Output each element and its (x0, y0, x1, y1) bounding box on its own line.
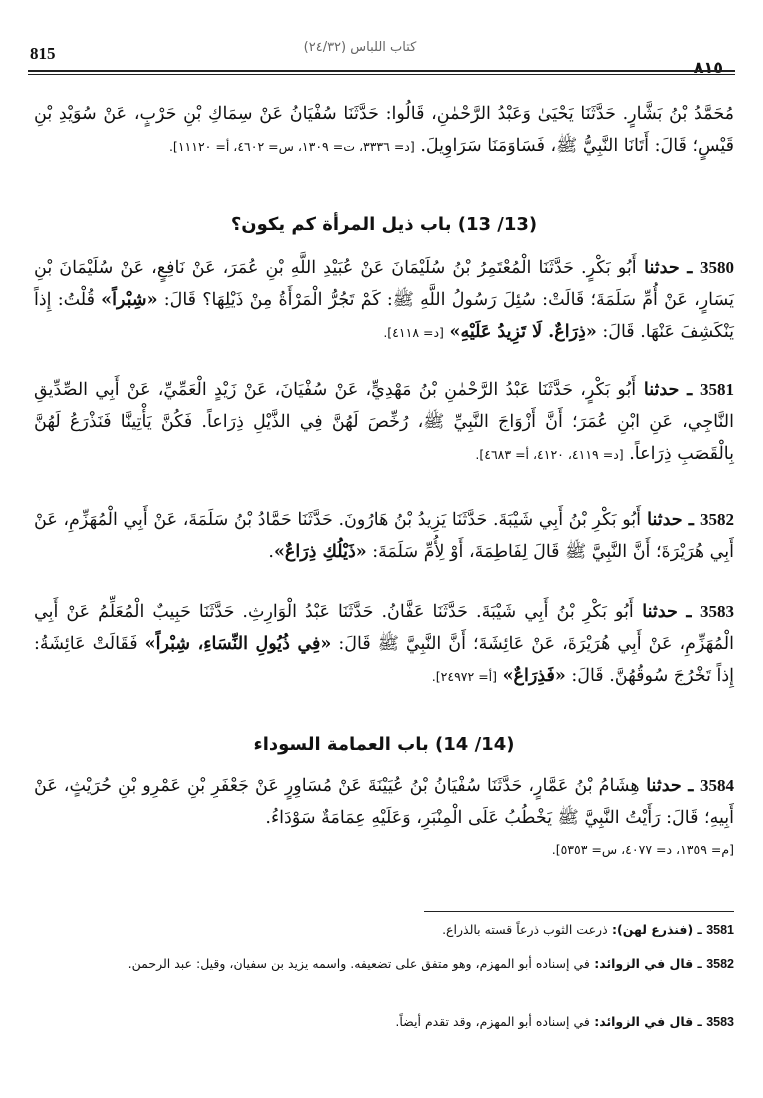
hadith-3584 (34, 770, 734, 866)
chapter-heading-13: (13/ 13) باب ذيل المرأة كم يكون؟ (230, 214, 538, 235)
footnote-rule (424, 911, 734, 912)
footnote-3583 (34, 1010, 734, 1034)
hadith-text: هِشَامُ بْنُ عَمَّارٍ، حَدَّثَنَا سُفْيَانُ بْنُ عُيَيْنَةَ عَنْ مُسَاوِرٍ عَنْ جَعْفَرِ بْنِ عَمْرِو بْنِ حُرَيْثٍ، عَنْ أَبِيهِ؛ قَالَ: رَأَيْتُ النَّبِيَّ ﷺ يَخْطُبُ عَلَى الْمِنْبَرِ، وَعَلَيْهِ عِمَامَةٌ سَوْدَاءُ. (34, 776, 734, 828)
hadith-lead: ـ حدثنا (636, 380, 700, 400)
page-number-latin: 815 (30, 44, 56, 63)
continuation-text: مُحَمَّدُ بْنُ بَشَّارٍ. حَدَّثَنَا يَحْيَىٰ وَعَبْدُ الرَّحْمٰنِ، قَالُوا: حَدَّثَنَا سُفْيَانُ عَنْ سِمَاكِ بْنِ حَرْبٍ، عَنْ سُوَيْدِ بْنِ قَيْسٍ؛ قَالَ: أَتَانَا النَّبِيُّ ﷺ، فَسَاوَمَنَا سَرَاوِيلَ. (34, 104, 734, 156)
hadith-text-continued: فَقَالَتْ عَائِشَةُ: إِذاً تَخْرُجَ سُوقُهُنَّ. قَالَ: (34, 634, 734, 686)
hadith-lead: ـ حدثنا (636, 258, 700, 278)
continuation-ref: [د= ٣٣٣٦، ت= ١٣٠٩، س= ٤٦٠٢، أ= ١١١٢٠]. (168, 139, 415, 154)
hadith-number: 3581 (700, 380, 734, 399)
hadith-text: أَبُو بَكْرِ بْنُ أَبِي شَيْبَةَ. حَدَّثَنَا يَزِيدُ بْنُ هَارُونَ. حَدَّثَنَا حَمَّادُ بْنُ سَلَمَةَ، عَنْ أَبِي الْمُهَزِّمِ، عَنْ أَبِي هُرَيْرَةَ؛ أَنَّ النَّبِيَّ ﷺ قَالَ لِفَاطِمَةَ، أَوْ لِأُمِّ سَلَمَةَ: (34, 510, 734, 562)
footnote-number: 3581 (706, 923, 734, 937)
footnote-text: ذرعت الثوب ذرعاً قسته بالذراع. (442, 922, 608, 937)
hadith-number: 3582 (700, 510, 734, 529)
hadith-quote: «ذَيْلُكِ ذِرَاعٌ» (273, 542, 367, 562)
continuation-paragraph (34, 98, 734, 163)
hadith-text-continued: قُلْتُ: إِذاً يَنْكَشِفَ عَنْهَا. قَالَ: (34, 290, 734, 342)
hadith-text: أَبُو بَكْرٍ، حَدَّثَنَا عَبْدُ الرَّحْمٰنِ بْنُ مَهْدِيٍّ، عَنْ سُفْيَانَ، عَنْ زَيْدٍ الْعَمِّيِّ، عَنْ أَبِي الصِّدِّيقِ النَّاجِي، عَنِ ابْنِ عُمَرَ؛ أَنَّ أَزْوَاجَ النَّبِيِّ ﷺ، رُخِّصَ لَهُنَّ فِي الذَّيْلِ ذِرَاعاً. فَكُنَّ يَأْتِينَّا فَنَذْرَعُ لَهُنَّ بِالْقَصَبِ ذِرَاعاً. (34, 380, 734, 464)
hadith-lead: ـ حدثنا (633, 602, 700, 622)
hadith-ref: [د= ٤١١٩، ٤١٢٠، أ= ٤٦٨٣]. (475, 447, 624, 462)
footnote-key: ـ (فنذرع لهن): (607, 922, 707, 937)
hadith-ref: . (268, 542, 274, 562)
footnote-3581 (34, 918, 734, 942)
hadith-3582 (34, 504, 734, 568)
footnote-3582 (34, 952, 734, 976)
hadith-lead: ـ حدثنا (641, 510, 700, 530)
hadith-quote: «فِي ذُيُولِ النِّسَاءِ، شِبْراً» (144, 634, 332, 654)
hadith-quote: «ذِرَاعٌ. لَا تَزِيدُ عَلَيْهِ» (449, 322, 597, 342)
footnote-number: 3583 (706, 1015, 734, 1029)
hadith-3580 (34, 252, 734, 349)
hadith-lead: ـ حدثنا (639, 776, 700, 796)
hadith-text: أَبُو بَكْرِ بْنُ أَبِي شَيْبَةَ. حَدَّثَنَا عَفَّانُ. حَدَّثَنَا عَبْدُ الْوَارِثِ. حَدَّثَنَا حَبِيبٌ الْمُعَلِّمُ عَنْ أَبِي الْمُهَزِّمِ، عَنْ أَبِي هُرَيْرَةَ، عَنْ عَائِشَةَ؛ أَنَّ النَّبِيَّ ﷺ قَالَ: (34, 602, 734, 654)
page-number-arabic: ٨١٥ (693, 58, 723, 77)
footnote-number: 3582 (706, 957, 734, 971)
footnote-key: ـ قال في الزوائد: (589, 956, 707, 971)
header-rule-thin (28, 74, 735, 75)
hadith-ref: [أ= ٢٤٩٧٢]. (431, 669, 498, 684)
footnote-text: في إسناده أبو المهزم، وهو متفق على تضعيفه. واسمه يزيد بن سفيان، وقيل: عبد الرحمن. (127, 956, 590, 971)
footnote-text: في إسناده أبو المهزم، وقد تقدم أيضاً. (395, 1014, 590, 1029)
hadith-3581 (34, 374, 734, 471)
footnote-key: ـ قال في الزوائد: (589, 1014, 707, 1029)
hadith-quote: «فَذِرَاعٌ» (502, 666, 566, 686)
hadith-ref: [د= ٤١١٨]. (383, 325, 444, 340)
hadith-text: أَبُو بَكْرٍ. حَدَّثَنَا الْمُعْتَمِرُ بْنُ سُلَيْمَانَ عَنْ عُبَيْدِ اللَّهِ بْنِ عُمَرَ، عَنْ نَافِعٍ، عَنْ سُلَيْمَانَ بْنِ يَسَارٍ، عَنْ أُمِّ سَلَمَةَ؛ قَالَتْ: سُئِلَ رَسُولُ اللَّهِ ﷺ: كَمْ تَجُرُّ الْمَرْأَةُ مِنْ ذَيْلِهَا؟ قَالَ: (34, 258, 734, 310)
chapter-heading-14: (14/ 14) باب العمامة السوداء (253, 734, 515, 755)
hadith-3583 (34, 596, 734, 693)
hadith-number: 3584 (700, 776, 734, 795)
header-rule (28, 70, 735, 72)
hadith-number: 3580 (699, 258, 734, 277)
running-title: (٢٤/٣٢) كتاب اللباس (303, 40, 417, 55)
hadith-number: 3583 (700, 602, 734, 621)
hadith-quote: «شِبْراً» (101, 290, 158, 310)
hadith-ref: [م= ١٣٥٩، د= ٤٠٧٧، س= ٥٣٥٣]. (551, 842, 734, 857)
